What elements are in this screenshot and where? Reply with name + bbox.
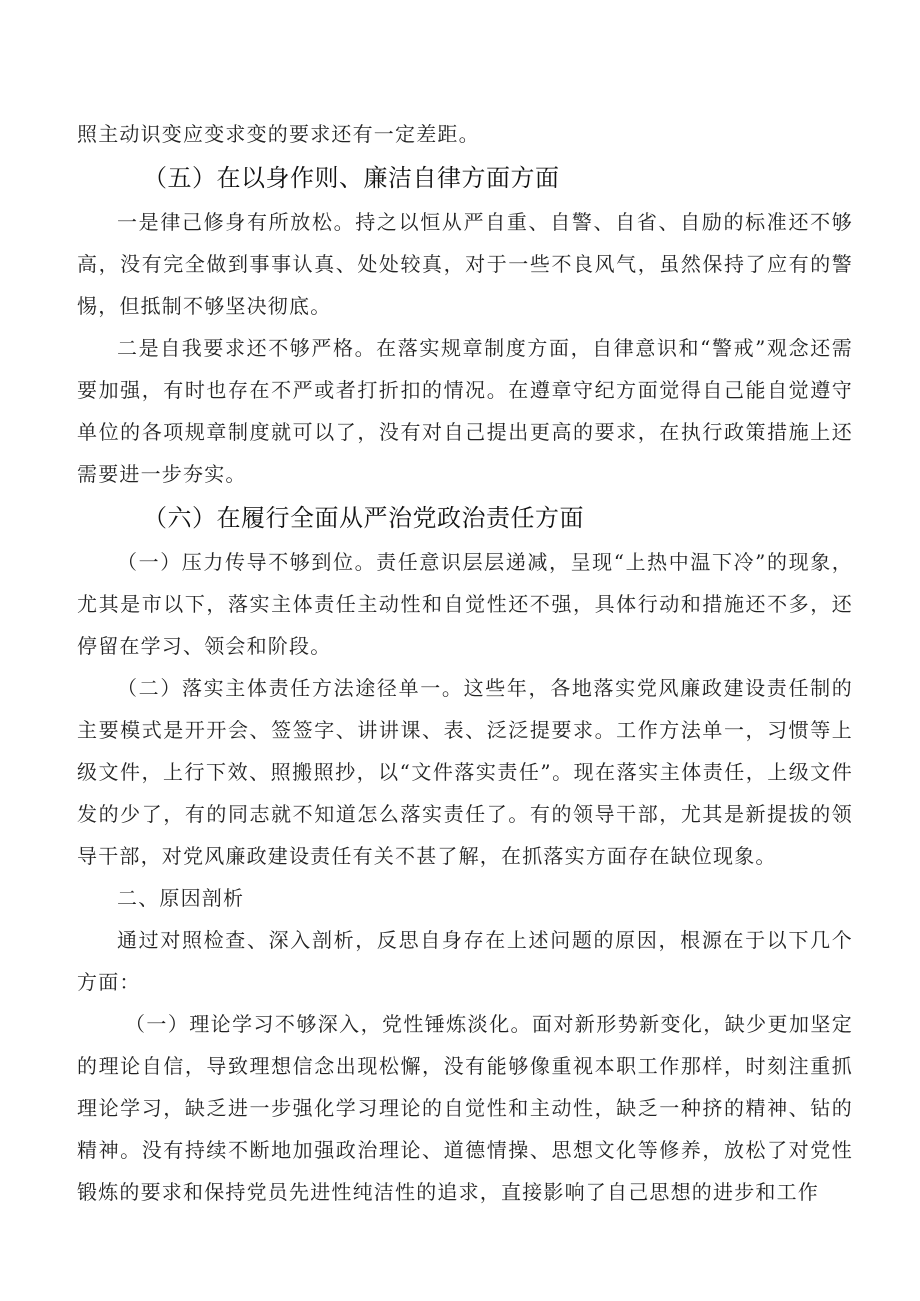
section-heading-five: （五）在以身作则、廉洁自律方面方面: [143, 164, 560, 192]
paragraph-cause-intro: 通过对照检查、深入剖析，反思自身存在上述问题的原因，根源在于以下几个方面：: [77, 928, 853, 994]
section-title-cause-analysis: 二、原因剖析: [117, 886, 245, 910]
paragraph-self-requirement: 二是自我要求还不够严格。在落实规章制度方面，自律意识和“警戒”观念还需要加强，有时也存在不严或者打折扣的情况。在遵章守纪方面觉得自己能自觉遵守单位的各项规章制度就可以了，没有对自己提出更高的要求，在执行政策措施上还需要进一步夯实。: [77, 336, 853, 486]
document-body: [77, 113, 853, 1213]
paragraph-theory-study: （一）理论学习不够深入，党性锤炼淡化。面对新形势新变化，缺少更加坚定的理论自信，导致理想信念出现松懈，没有能够像重视本职工作那样，时刻注重抓理论学习，缺乏进一步强化学习理论的自觉性和主动性，缺乏一种挤的精神、钻的精神。没有持续不断地加强政治理论、道德情操、思想文化等修养，放松了对党性锻炼的要求和保持党员先进性纯洁性的追求，直接影响了自己思想的进步和工作: [77, 1012, 853, 1204]
paragraph-responsibility-methods: （二）落实主体责任方法途径单一。这些年，各地落实党风廉政建设责任制的主要模式是开开会、签签字、讲讲课、表、泛泛提要求。工作方法单一，习惯等上级文件，上行下效、照搬照抄，以“文件落实责任”。现在落实主体责任，上级文件发的少了，有的同志就不知道怎么落实责任了。有的领导干部，尤其是新提拔的领导干部，对党风廉政建设责任有关不甚了解，在抓落实方面存在缺位现象。: [77, 676, 853, 868]
paragraph-self-discipline: 一是律己修身有所放松。持之以恒从严自重、自警、自省、自励的标准还不够高，没有完全做到事事认真、处处较真，对于一些不良风气，虽然保持了应有的警惕，但抵制不够坚决彻底。: [77, 210, 853, 318]
section-heading-six: （六）在履行全面从严治党政治责任方面: [143, 504, 584, 532]
paragraph-continuation: 照主动识变应变求变的要求还有一定差距。: [77, 122, 480, 146]
paragraph-pressure-transmission: （一）压力传导不够到位。责任意识层层递减，呈现“上热中温下冷”的现象，尤其是市以下，落实主体责任主动性和自觉性还不强，具体行动和措施还不多，还停留在学习、领会和阶段。: [77, 550, 853, 658]
